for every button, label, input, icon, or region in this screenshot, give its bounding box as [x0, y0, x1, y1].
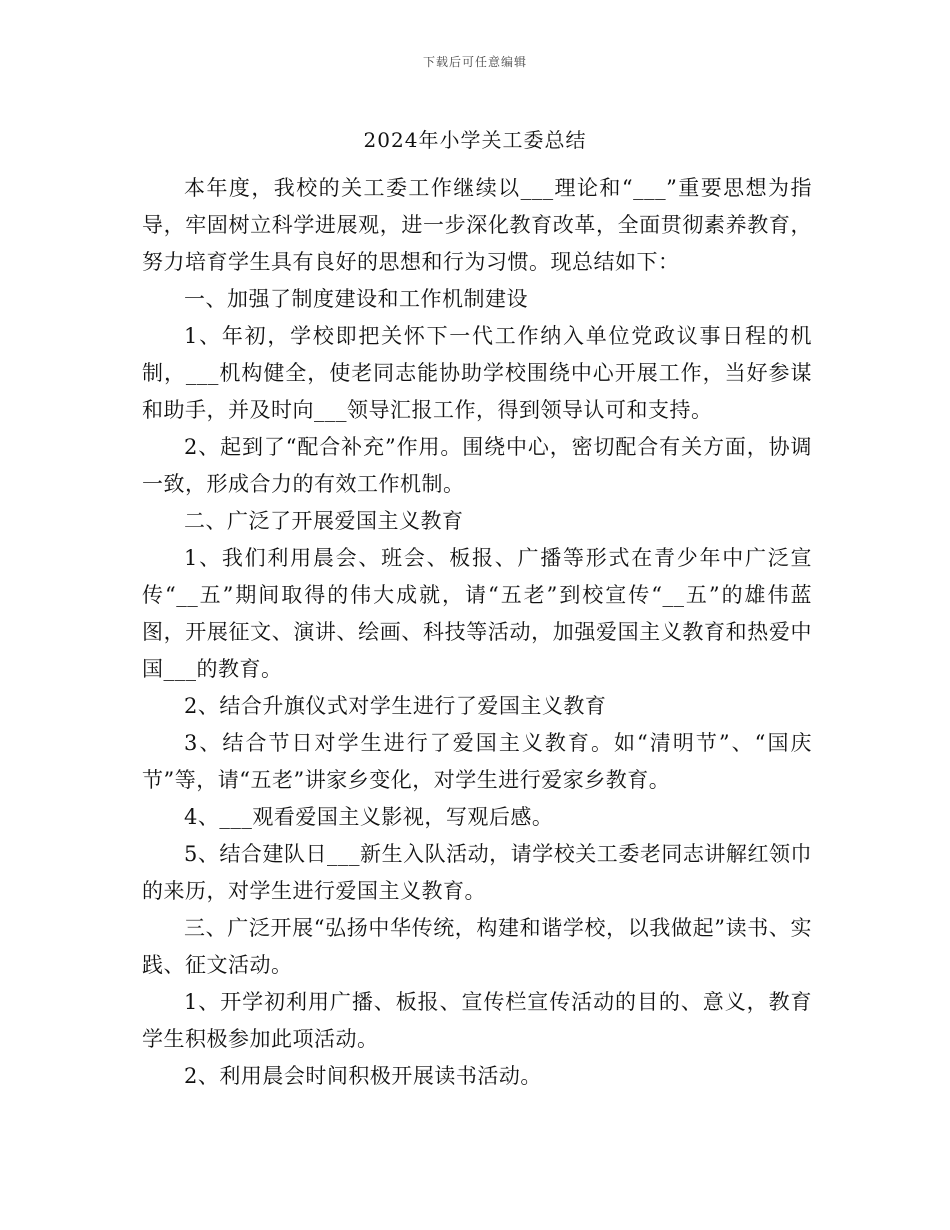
- section-heading-2: 二、广泛了开展爱国主义教育: [184, 509, 464, 533]
- section-heading-1: 一、加强了制度建设和工作机制建设: [184, 287, 528, 311]
- paragraph: 4、___观看爱国主义影视，写观后感。: [184, 805, 554, 829]
- paragraph: 2、结合升旗仪式对学生进行了爱国主义教育: [184, 694, 607, 718]
- paragraph: 2、利用晨会时间积极开展读书活动。: [184, 1064, 542, 1088]
- paragraph: 2、起到了“配合补充”作用。围绕中心，密切配合有关方面，协调一致，形成合力的有效工作机制。: [142, 435, 812, 496]
- paragraph: 1、我们利用晨会、班会、板报、广播等形式在青少年中广泛宣传“__五”期间取得的伟大成就，请“五老”到校宣传“__五”的雄伟蓝图，开展征文、演讲、绘画、科技等活动，加强爱国主义教育和热爱中国___的教育。: [142, 546, 812, 681]
- header-note: 下载后可任意编辑: [422, 55, 527, 69]
- section-heading-3: 三、广泛开展“弘扬中华传统，构建和谐学校，以我做起”读书、实践、征文活动。: [142, 916, 812, 977]
- intro-paragraph: 本年度，我校的关工委工作继续以___理论和“___”重要思想为指导，牢固树立科学进展观，进一步深化教育改革，全面贯彻素养教育，努力培育学生具有良好的思想和行为习惯。现总结如下：: [142, 176, 812, 274]
- paragraph: 1、开学初利用广播、板报、宣传栏宣传活动的目的、意义，教育学生积极参加此项活动。: [142, 990, 812, 1051]
- document-body: [142, 170, 812, 1095]
- paragraph: 5、结合建队日___新生入队活动，请学校关工委老同志讲解红领巾的来历，对学生进行爱国主义教育。: [142, 842, 812, 903]
- document-title: 2024年小学关工委总结: [363, 128, 587, 152]
- paragraph: 1、年初，学校即把关怀下一代工作纳入单位党政议事日程的机制，___机构健全，使老同志能协助学校围绕中心开展工作，当好参谋和助手，并及时向___领导汇报工作，得到领导认可和支持。: [142, 324, 812, 422]
- paragraph: 3、结合节日对学生进行了爱国主义教育。如“清明节”、“国庆节”等，请“五老”讲家乡变化，对学生进行爱家乡教育。: [142, 731, 812, 792]
